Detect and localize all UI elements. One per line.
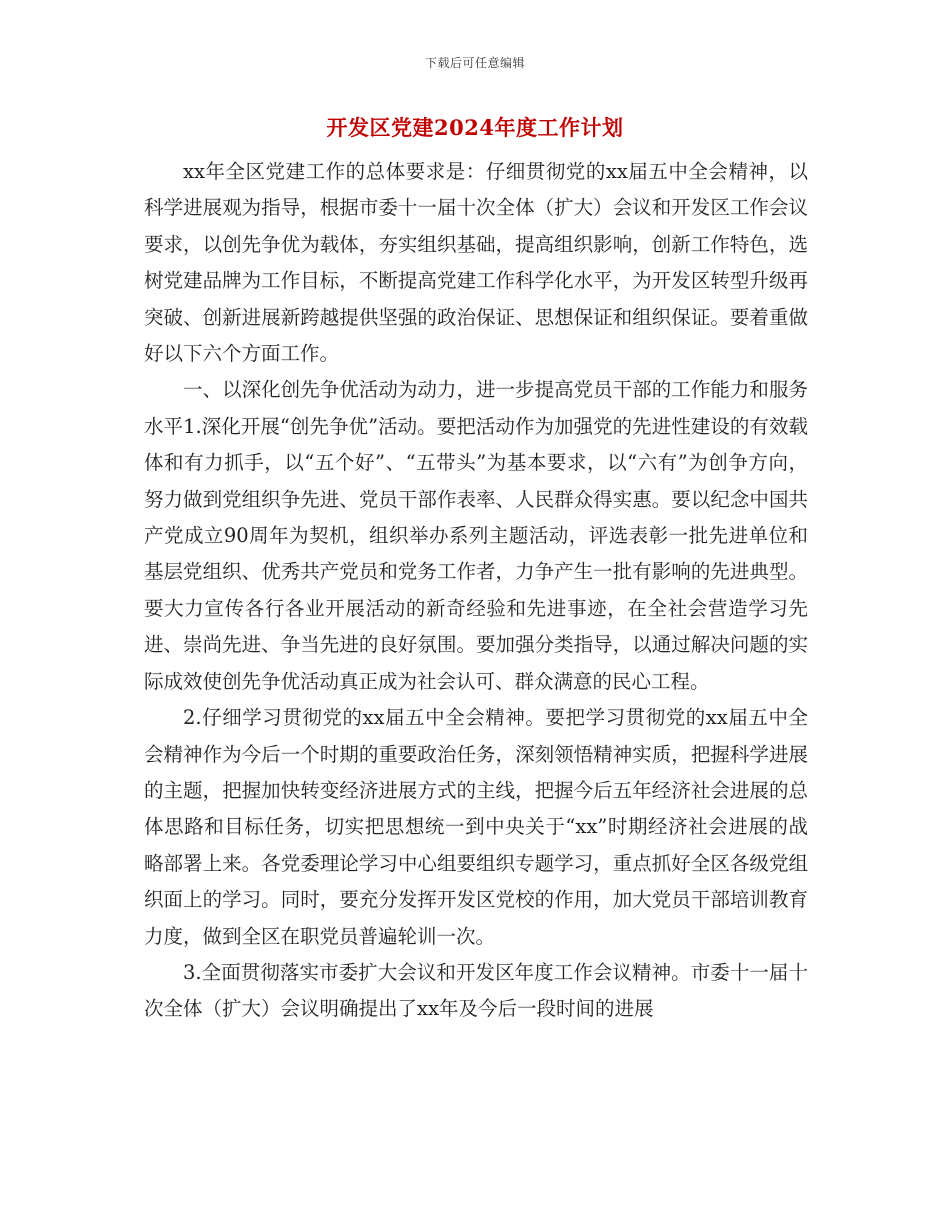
- paragraph-section-1: 一、以深化创先争优活动为动力，进一步提高党员干部的工作能力和服务水平1.深化开展“创先争优”活动。要把活动作为加强党的先进性建设的有效载体和有力抓手，以“五个好”、“五带头”为基本要求，以“六有”为创争方向，努力做到党组织争先进、党员干部作表率、人民群众得实惠。要以纪念中国共产党成立90周年为契机，组织举办系列主题活动，评选表彰一批先进单位和基层党组织、优秀共产党员和党务工作者，力争产生一批有影响的先进典型。要大力宣传各行各业开展活动的新奇经验和先进事迹，在全社会营造学习先进、崇尚先进、争当先进的良好氛围。要加强分类指导，以通过解决问题的实际成效使创先争优活动真正成为社会认可、群众满意的民心工程。: [144, 378, 808, 693]
- paragraph-item-2: 2.仔细学习贯彻党的xx届五中全会精神。要把学习贯彻党的xx届五中全会精神作为今后一个时期的重要政治任务，深刻领悟精神实质，把握科学进展的主题，把握加快转变经济进展方式的主线，把握今后五年经济社会进展的总体思路和目标任务，切实把思想统一到中央关于“xx”时期经济社会进展的战略部署上来。各党委理论学习中心组要组织专题学习，重点抓好全区各级党组织面上的学习。同时，要充分发挥开发区党校的作用，加大党员干部培训教育力度，做到全区在职党员普遍轮训一次。: [144, 706, 808, 948]
- header-note: 下载后可任意编辑: [424, 56, 525, 70]
- document-title: 开发区党建2024年度工作计划: [326, 115, 624, 140]
- document-body: [144, 154, 808, 1028]
- paragraph-item-3: 3.全面贯彻落实市委扩大会议和开发区年度工作会议精神。市委十一届十次全体（扩大）会议明确提出了xx年及今后一段时间的进展: [144, 960, 808, 1021]
- paragraph-intro: xx年全区党建工作的总体要求是：仔细贯彻党的xx届五中全会精神，以科学进展观为指导，根据市委十一届十次全体（扩大）会议和开发区工作会议要求，以创先争优为载体，夯实组织基础，提高组织影响，创新工作特色，选树党建品牌为工作目标，不断提高党建工作科学化水平，为开发区转型升级再突破、创新进展新跨越提供坚强的政治保证、思想保证和组织保证。要着重做好以下六个方面工作。: [144, 160, 808, 366]
